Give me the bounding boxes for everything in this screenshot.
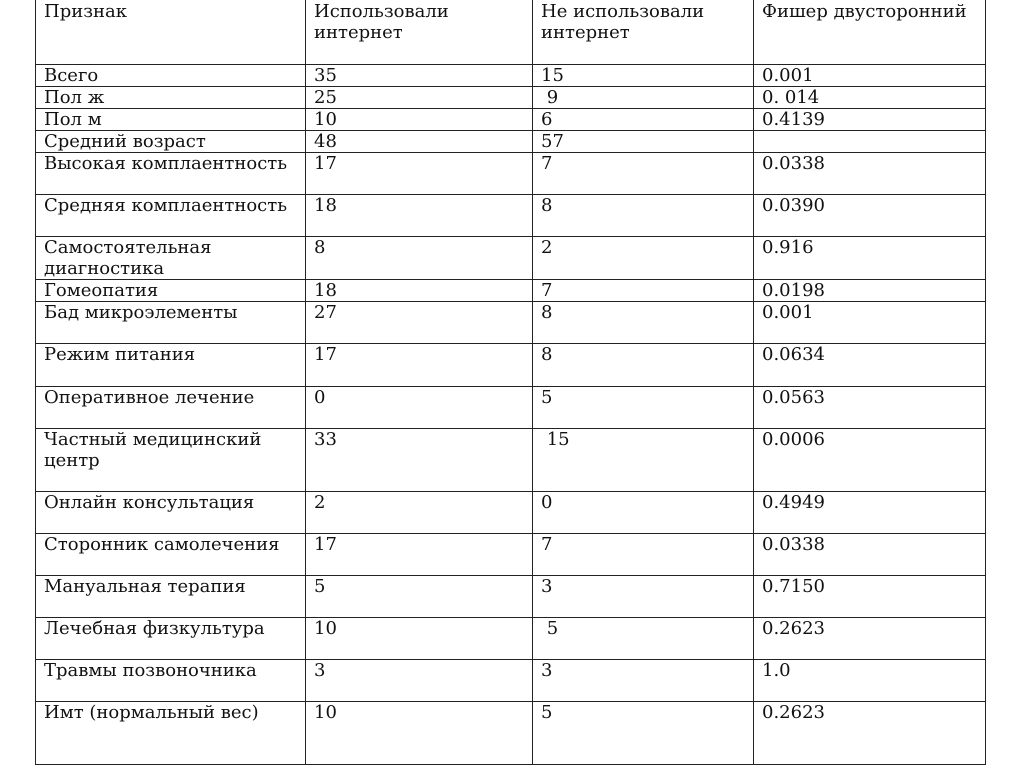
table-row — [36, 660, 986, 702]
used-internet-cell: 18 — [306, 280, 533, 302]
feature-cell: Травмы позвоночника — [36, 660, 306, 702]
table-row — [36, 618, 986, 660]
header-cell-used-internet: Использовали интернет — [306, 0, 533, 65]
table-row — [36, 576, 986, 618]
not-used-internet-cell: 8 — [533, 302, 754, 344]
header-cell-not-used-internet: Не использовали интернет — [533, 0, 754, 65]
feature-cell: Оперативное лечение — [36, 387, 306, 429]
fisher-cell: 0.0390 — [754, 195, 986, 237]
not-used-internet-cell: 9 — [533, 87, 754, 109]
not-used-internet-cell: 0 — [533, 492, 754, 534]
feature-cell: Частный медицинский центр — [36, 429, 306, 492]
feature-cell: Высокая комплаентность — [36, 153, 306, 195]
feature-cell: Средняя комплаентность — [36, 195, 306, 237]
used-internet-cell: 8 — [306, 237, 533, 280]
feature-cell: Гомеопатия — [36, 280, 306, 302]
table-row — [36, 109, 986, 131]
not-used-internet-cell: 8 — [533, 195, 754, 237]
feature-cell: Всего — [36, 65, 306, 87]
table-header-row — [36, 0, 986, 65]
table-row — [36, 534, 986, 576]
not-used-internet-cell: 15 — [533, 429, 754, 492]
fisher-cell: 0.0006 — [754, 429, 986, 492]
table-row — [36, 153, 986, 195]
fisher-cell: 0.4139 — [754, 109, 986, 131]
table-row — [36, 131, 986, 153]
used-internet-cell: 3 — [306, 660, 533, 702]
not-used-internet-cell: 57 — [533, 131, 754, 153]
table-row — [36, 387, 986, 429]
feature-cell: Пол м — [36, 109, 306, 131]
not-used-internet-cell: 15 — [533, 65, 754, 87]
fisher-cell: 0.001 — [754, 65, 986, 87]
feature-cell: Онлайн консультация — [36, 492, 306, 534]
used-internet-cell: 25 — [306, 87, 533, 109]
fisher-cell: 0.0634 — [754, 344, 986, 387]
used-internet-cell: 35 — [306, 65, 533, 87]
table-row — [36, 87, 986, 109]
feature-cell: Пол ж — [36, 87, 306, 109]
table-row — [36, 344, 986, 387]
feature-cell: Самостоятельная диагностика — [36, 237, 306, 280]
table-row — [36, 492, 986, 534]
fisher-cell: 0.7150 — [754, 576, 986, 618]
fisher-cell: 0.0338 — [754, 153, 986, 195]
fisher-cell: 0.001 — [754, 302, 986, 344]
table-row — [36, 280, 986, 302]
table-row — [36, 195, 986, 237]
not-used-internet-cell: 2 — [533, 237, 754, 280]
table-row — [36, 429, 986, 492]
feature-cell: Лечебная физкультура — [36, 618, 306, 660]
fisher-cell: 1.0 — [754, 660, 986, 702]
used-internet-cell: 5 — [306, 576, 533, 618]
used-internet-cell: 10 — [306, 618, 533, 660]
table-row — [36, 302, 986, 344]
table-row — [36, 702, 986, 765]
not-used-internet-cell: 3 — [533, 576, 754, 618]
feature-cell: Бад микроэлементы — [36, 302, 306, 344]
feature-cell: Режим питания — [36, 344, 306, 387]
fisher-cell: 0.2623 — [754, 618, 986, 660]
not-used-internet-cell: 7 — [533, 153, 754, 195]
fisher-cell: 0.0198 — [754, 280, 986, 302]
not-used-internet-cell: 6 — [533, 109, 754, 131]
not-used-internet-cell: 8 — [533, 344, 754, 387]
header-cell-fisher: Фишер двусторонний — [754, 0, 986, 65]
used-internet-cell: 10 — [306, 702, 533, 765]
feature-cell: Средний возраст — [36, 131, 306, 153]
fisher-cell — [754, 131, 986, 153]
table-row — [36, 237, 986, 280]
fisher-cell: 0.0338 — [754, 534, 986, 576]
not-used-internet-cell: 5 — [533, 618, 754, 660]
not-used-internet-cell: 7 — [533, 534, 754, 576]
not-used-internet-cell: 5 — [533, 387, 754, 429]
used-internet-cell: 33 — [306, 429, 533, 492]
used-internet-cell: 0 — [306, 387, 533, 429]
table-row — [36, 65, 986, 87]
fisher-cell: 0.2623 — [754, 702, 986, 765]
used-internet-cell: 17 — [306, 534, 533, 576]
fisher-cell: 0.0563 — [754, 387, 986, 429]
used-internet-cell: 2 — [306, 492, 533, 534]
used-internet-cell: 10 — [306, 109, 533, 131]
feature-cell: Мануальная терапия — [36, 576, 306, 618]
not-used-internet-cell: 7 — [533, 280, 754, 302]
not-used-internet-cell: 3 — [533, 660, 754, 702]
fisher-cell: 0.916 — [754, 237, 986, 280]
used-internet-cell: 17 — [306, 153, 533, 195]
used-internet-cell: 18 — [306, 195, 533, 237]
feature-cell: Имт (нормальный вес) — [36, 702, 306, 765]
statistics-table — [35, 0, 986, 765]
header-cell-feature: Признак — [36, 0, 306, 65]
used-internet-cell: 48 — [306, 131, 533, 153]
feature-cell: Сторонник самолечения — [36, 534, 306, 576]
used-internet-cell: 27 — [306, 302, 533, 344]
used-internet-cell: 17 — [306, 344, 533, 387]
fisher-cell: 0. 014 — [754, 87, 986, 109]
fisher-cell: 0.4949 — [754, 492, 986, 534]
not-used-internet-cell: 5 — [533, 702, 754, 765]
